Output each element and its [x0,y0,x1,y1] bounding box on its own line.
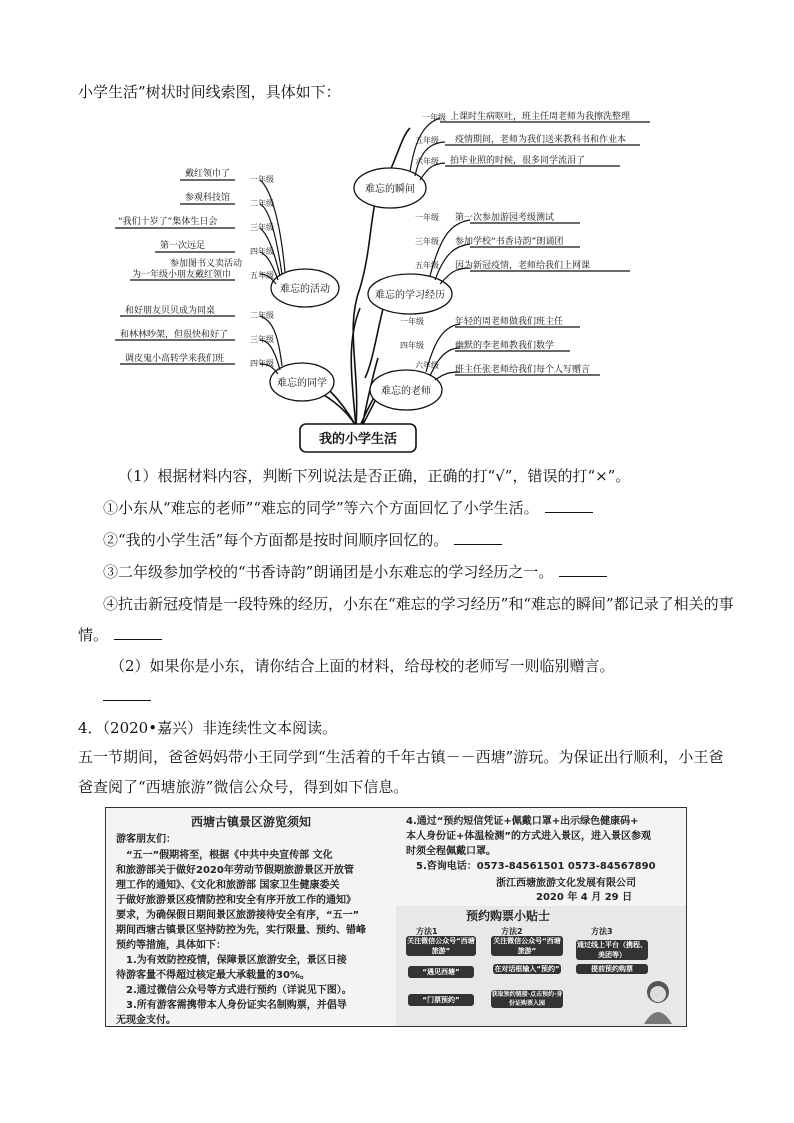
q4-paragraph-1: 五一节期间，爸爸妈妈带小王同学到“生活着的千年古镇－－西塘”游玩。为保证出行顺利，小王爸 [78,748,724,766]
node-study: 难忘的学习经历 [375,290,445,301]
activity-text-6: 为一年级小朋友戴红领巾 [132,270,232,280]
method-3-label: 方法3 [591,927,613,936]
mindmap-root: 我的小学生活 [318,432,398,447]
activity-text-2: 参观科技馆 [185,193,231,203]
moment-grade-2: 五年级 [415,136,439,145]
activity-text-5: 参加图书义卖活动 [170,259,243,269]
notice-right-line: 时须全程佩戴口罩。 [406,846,496,857]
notice-right-line: 4.通过“预约短信凭证+佩戴口罩+出示绿色健康码+ [406,816,639,827]
classmate-grade-3: 四年级 [250,359,274,368]
notice-right-body [406,814,681,874]
notice-right-line: 本人身份证+体温检测”的方式进入景区，进入景区参观 [406,831,651,842]
activity-grade-2: 二年级 [250,199,274,208]
moment-text-2: 疫情期间，老师为我们送来教科书和作业本 [455,135,627,145]
mindmap [110,108,670,458]
q1-s2-text: ②“我的小学生活”每个方面都是按时间顺序回忆的。 [103,531,449,549]
activity-grade-1: 一年级 [250,175,274,184]
q1-stem: （1）根据材料内容，判断下列说法是否正确，正确的打“√”，错误的打“×”。 [118,467,631,485]
notice-body-line: 和旅游部关于做好2020年劳动节假期旅游景区开放管 [116,865,354,876]
notice-body-line: 无现金支付。 [116,1015,176,1026]
notice-greeting: 游客朋友们： [116,834,176,845]
answer-blank-q2[interactable] [103,700,151,701]
method-1-label: 方法1 [416,927,438,936]
activity-grade-3: 三年级 [250,223,274,232]
activity-text-4: 第一次远足 [160,241,206,251]
q2-stem: （2）如果你是小东，请你结合上面的材料，给母校的老师写一则临别赠言。 [110,657,615,675]
q1-s4b-text: 情。 [78,626,109,644]
moment-grade-1: 一年级 [422,113,446,122]
q1-statement-4a: ④抗击新冠疫情是一段特殊的经历，小东在“难忘的学习经历”和“难忘的瞬间”都记录了相关的事 [103,595,734,613]
notice-body-line: 于做好旅游景区疫情防控和安全有序开放工作的通知》 [116,895,356,906]
q1-statement-2 [103,530,502,550]
method-2-step-2: 在对话框输入“预约” [494,965,560,973]
notice-body [116,848,401,1027]
q1-statement-3 [103,562,607,582]
girl-illustration-icon [636,976,681,1026]
notice-right-line: 5.咨询电话：0573-84561501 0573-84567890 [416,861,656,872]
q1-statement-4b [78,625,162,645]
classmate-grade-2: 三年级 [250,335,274,344]
method-1-step-1: 关注微信公众号“西塘旅游” [407,937,475,955]
notice-body-line: 预约等措施，具体如下： [116,940,226,951]
notice-date: 2020 年 4 月 29 日 [536,892,633,903]
notice-body-line: 1.为有效防控疫情，保障景区旅游安全，景区日接 [126,955,347,966]
study-text-2: 参加学校“书香诗韵”朗诵团 [455,237,564,247]
node-teachers: 难忘的老师 [381,386,431,397]
answer-blank-1[interactable] [545,498,593,513]
teacher-grade-3: 六年级 [415,361,439,370]
method-3-step-2: 提前预约购票 [576,964,648,974]
moment-text-1: 上课时生病呕吐，班主任周老师为我擦洗整理 [450,112,631,122]
method-2-step-1: 关注微信公众号“西塘旅游” [491,936,563,956]
activity-text-1: 戴红领巾了 [185,169,231,179]
method-1-step-2: “遇见西塘” [408,966,474,978]
notice-image [105,807,687,1027]
study-grade-3: 五年级 [415,261,439,270]
classmate-text-3: 调皮鬼小高转学来我们班 [125,354,225,364]
activity-grade-4: 四年级 [250,247,274,256]
teacher-grade-1: 一年级 [400,317,424,326]
method-1-step-3: “门票预约” [408,994,474,1006]
notice-body-line: 理工作的通知》、《文化和旅游部 国家卫生健康委关 [116,880,340,891]
node-classmates: 难忘的同学 [277,378,327,389]
answer-blank-4[interactable] [114,625,162,640]
teacher-text-2: 幽默的李老师教我们数学 [455,341,555,351]
answer-blank-3[interactable] [559,562,607,577]
notice-body-line: 期间西塘古镇景区坚持防控为先，实行限量、预约、错峰 [116,925,366,936]
tips-panel [396,906,686,1026]
notice-body-line: 要求，为确保假日期间景区旅游接待安全有序，“五一” [116,910,360,921]
answer-blank-2[interactable] [454,530,502,545]
teacher-grade-2: 四年级 [400,341,424,350]
notice-company: 浙江西塘旅游文化发展有限公司 [496,878,636,889]
notice-body-line: “五一”假期将至，根据《中共中央宣传部 文化 [126,850,333,861]
moment-text-3: 拍毕业照的时候，很多同学流泪了 [450,156,586,166]
study-grade-1: 一年级 [415,213,439,222]
notice-body-line: 待游客量不得超过核定最大承载量的30%。 [116,970,310,981]
node-moments: 难忘的瞬间 [365,184,415,195]
method-2-step-3: 获取预约链接·点击预约·身份证购票入园 [491,991,563,1007]
q1-s3-text: ③二年级参加学校的“书香诗韵”朗诵团是小东难忘的学习经历之一。 [103,563,554,581]
q1-s1-text: ①小东从“难忘的老师”“难忘的同学”等六个方面回忆了小学生活。 [103,499,539,517]
method-3-step-1: 通过线上平台（携程、美团等） [577,941,647,959]
node-activities: 难忘的活动 [280,284,330,295]
classmate-text-2: 和林林吵架，但很快和好了 [120,330,229,340]
notice-body-line: 2.通过微信公众号等方式进行预约（详说见下图）。 [126,985,352,996]
study-text-1: 第一次参加游园考级测试 [455,213,555,223]
classmate-grade-1: 二年级 [250,311,274,320]
activity-text-3: “我们十岁了”集体生日会 [118,217,218,227]
q1-statement-1 [103,498,593,518]
notice-title: 西塘古镇景区游览须知 [190,815,311,829]
notice-body-line: 3.所有游客需携带本人身份证实名制购票，并倡导 [126,1000,347,1011]
teacher-text-3: 班主任张老师给我们每个人写赠言 [455,365,591,375]
method-2-label: 方法2 [501,927,523,936]
study-grade-2: 三年级 [415,237,439,246]
study-text-3: 因为新冠疫情，老师给我们上网课 [455,261,591,271]
intro-line: 小学生活”树状时间线索图，具体如下： [78,83,341,101]
activity-grade-5: 五年级 [250,271,274,280]
tips-title: 预约购票小贴士 [466,909,551,923]
q4-paragraph-2: 爸查阅了“西塘旅游”微信公众号，得到如下信息。 [78,778,409,796]
moment-grade-3: 六年级 [415,157,439,166]
q4-header: 4．（2020•嘉兴）非连续性文本阅读。 [78,719,338,737]
teacher-text-1: 年轻的周老师做我们班主任 [455,317,564,327]
classmate-text-1: 和好朋友贝贝成为同桌 [125,306,216,316]
